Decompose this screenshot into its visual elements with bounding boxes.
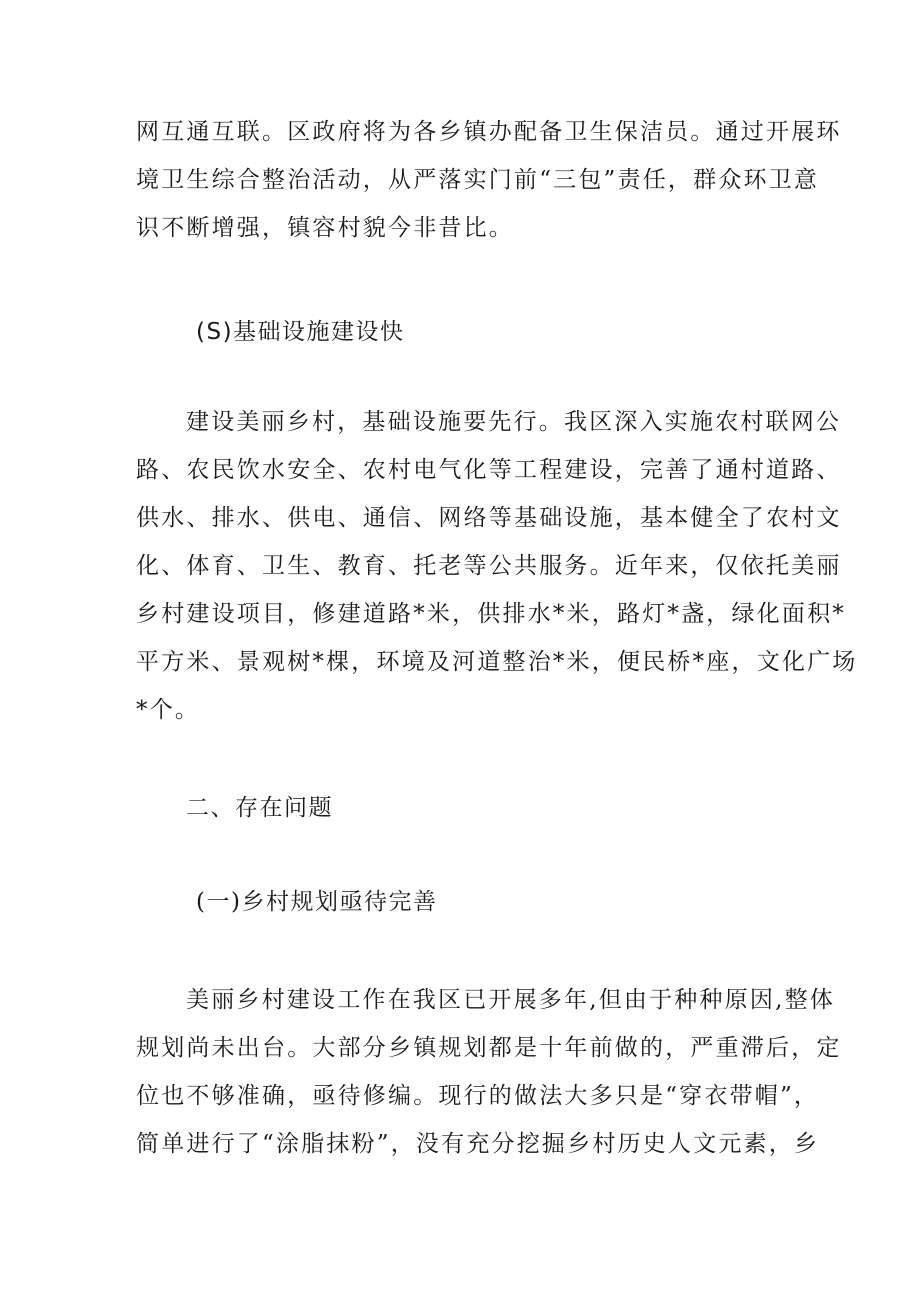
paragraph-3-line-2: 规划尚未出台。大部分乡镇规划都是十年前做的，严重滞后，定 (136, 1035, 842, 1061)
paragraph-1-line-1: 网互通互联。区政府将为各乡镇办配备卫生保洁员。通过开展环 (136, 119, 842, 145)
section-heading-prefix: (S) (196, 319, 234, 345)
paragraph-2-line-7: *个。 (136, 697, 201, 723)
paragraph-2-line-3: 供水、排水、供电、通信、网络等基础设施，基本健全了农村文 (136, 505, 842, 531)
section-heading-text: 基础设施建设快 (233, 319, 405, 345)
paragraph-1-line-2: 境卫生综合整治活动，从严落实门前“三包”责任，群众环卫意 (136, 167, 820, 193)
paragraph-3-line-1: 美丽乡村建设工作在我区已开展多年,但由于种种原因,整体 (186, 987, 836, 1013)
paragraph-2-line-6: 平方米、景观树*棵，环境及河道整治*米，便民桥*座，文化广场 (136, 649, 858, 675)
paragraph-2-line-4: 化、体育、卫生、教育、托老等公共服务。近年来，仅依托美丽 (136, 553, 842, 579)
section-heading-problems: 二、存在问题 (186, 795, 333, 821)
section-heading-infrastructure (196, 316, 405, 348)
paragraph-1-line-3: 识不断增强，镇容村貌今非昔比。 (136, 215, 514, 241)
paragraph-2-line-2: 路、农民饮水安全、农村电气化等工程建设，完善了通村道路、 (136, 457, 842, 483)
paragraph-2-line-5: 乡村建设项目，修建道路*米，供排水*米，路灯*盏，绿化面积* (136, 601, 846, 627)
paragraph-2-line-1: 建设美丽乡村，基础设施要先行。我区深入实施农村联网公 (186, 409, 842, 435)
paragraph-3-line-4: 简单进行了“涂脂抹粉”，没有充分挖掘乡村历史人文元素，乡 (136, 1131, 820, 1157)
paragraph-3-line-3: 位也不够准确，亟待修编。现行的做法大多只是“穿衣带帽”， (136, 1083, 820, 1109)
subsection-heading-planning: (一)乡村规划亟待完善 (196, 889, 438, 915)
